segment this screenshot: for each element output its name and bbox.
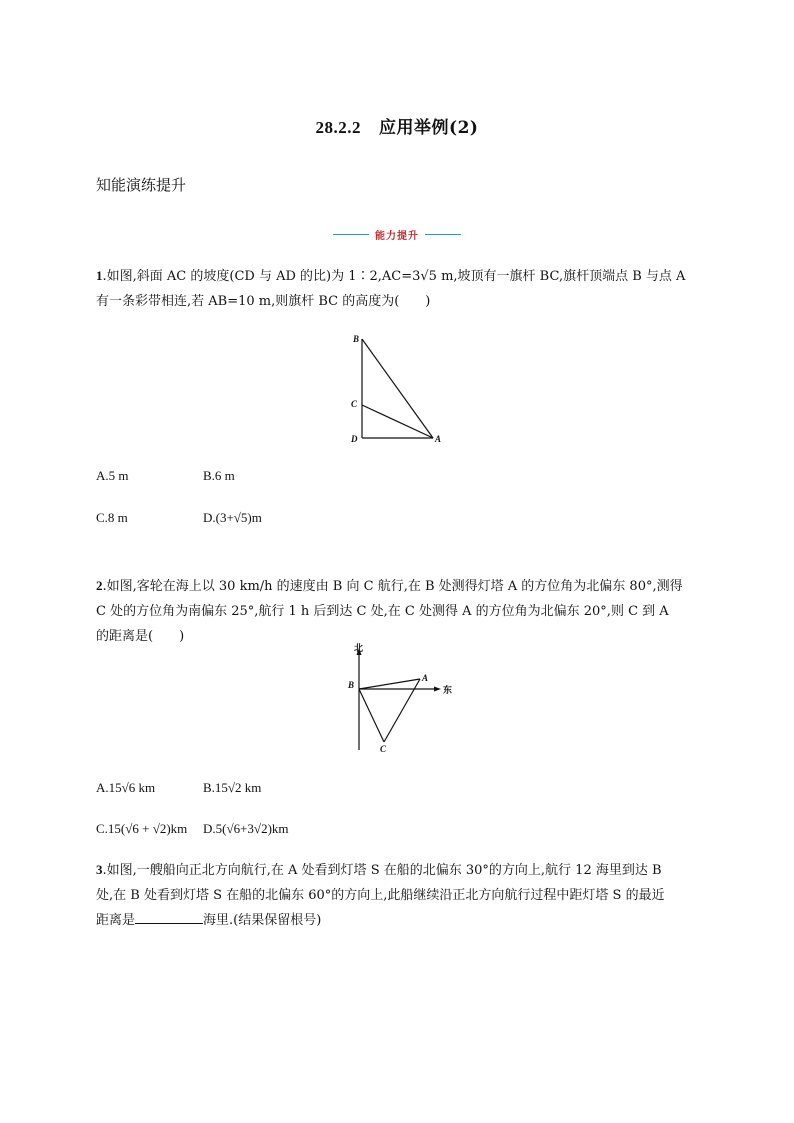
q2-option-a: A.15√6 km [96,780,156,795]
question-2-line-1: 2.如图,客轮在海上以 30 km/h 的速度由 B 向 C 航行,在 B 处测得灯塔 A 的方位角为北偏东 80°,测得 [96,578,683,594]
label-north: 北 [354,644,364,654]
question-1 [96,263,696,314]
question-3-text-after: 海里.(结果保留根号) [203,913,322,928]
banner-text: 能力提升 [375,230,419,242]
banner-right-line [425,234,461,235]
segment-bc [359,689,384,742]
label-c: C [380,744,387,754]
label-east: 东 [443,686,453,696]
q1-option-d: D.(3+√5)m [203,510,262,525]
q2-option-b: B.15√2 km [203,780,262,795]
answer-blank[interactable] [135,909,203,924]
banner-left-line [333,234,369,235]
segment-ba [362,339,433,438]
q2-option-c: C.15(√6 + √2)km [96,821,188,836]
question-3-text-1: 如图,一艘船向正北方向航行,在 A 处看到灯塔 S 在船的北偏东 30°的方向上,航行 12 海里到达 B [106,863,662,878]
segment-ca [362,405,433,438]
question-3 [96,857,696,933]
east-arrow-icon [434,687,441,692]
label-b: B [348,680,355,690]
question-1-line-1: 1.如图,斜面 AC 的坡度(CD 与 AD 的比)为 1∶2,AC=3√5 m,坡顶有一旗杆 BC,旗杆顶端点 B 与点 A [96,268,686,284]
label-d: D [351,434,358,444]
question-3-line-3 [96,908,696,933]
section-heading: 知能演练提升 [96,176,187,194]
question-3-line-2: 处,在 B 处看到灯塔 S 在船的北偏东 60°的方向上,此船继续沿正北方向航行过程中距灯塔 S 的最近 [96,888,665,903]
question-3-line-1: 3.如图,一艘船向正北方向航行,在 A 处看到灯塔 S 在船的北偏东 30°的方向上,航行 12 海里到达 B [96,862,662,878]
label-b: B [353,334,360,344]
ability-banner [0,226,794,242]
question-1-number: 1 [96,268,103,283]
q2-option-d: D.5(√6+3√2)km [203,821,289,836]
question-2-line-2: C 处的方位角为南偏东 25°,航行 1 h 后到达 C 处,在 C 处测得 A 的方位角为北偏东 20°,则 C 到 A [96,604,669,619]
page-title [0,113,794,138]
question-2-text-1: 如图,客轮在海上以 30 km/h 的速度由 B 向 C 航行,在 B 处测得灯塔 A 的方位角为北偏东 80°,测得 [106,579,683,594]
figure-1-slope-diagram [345,330,445,448]
q1-option-a: A.5 m [96,468,129,483]
figure-2-bearing-diagram [340,642,460,756]
label-a: A [422,673,429,683]
q1-option-b: B.6 m [203,468,235,483]
question-1-text-1: 如图,斜面 AC 的坡度(CD 与 AD 的比)为 1∶2,AC=3√5 m,坡顶有一旗杆 BC,旗杆顶端点 B 与点 A [106,269,686,284]
question-2-number: 2 [96,578,103,593]
question-3-text-before: 距离是 [96,913,136,928]
question-2-line-3: 的距离是( ) [96,629,185,644]
label-c: C [351,399,358,409]
label-a: A [435,434,442,444]
title-text: 应用举例(2) [379,118,479,138]
title-number: 28.2.2 [315,118,362,137]
question-2 [96,573,696,649]
q1-option-c: C.8 m [96,510,128,525]
question-3-number: 3 [96,862,103,877]
question-1-line-2: 有一条彩带相连,若 AB=10 m,则旗杆 BC 的高度为( ) [96,294,431,309]
segment-ba [359,679,420,689]
